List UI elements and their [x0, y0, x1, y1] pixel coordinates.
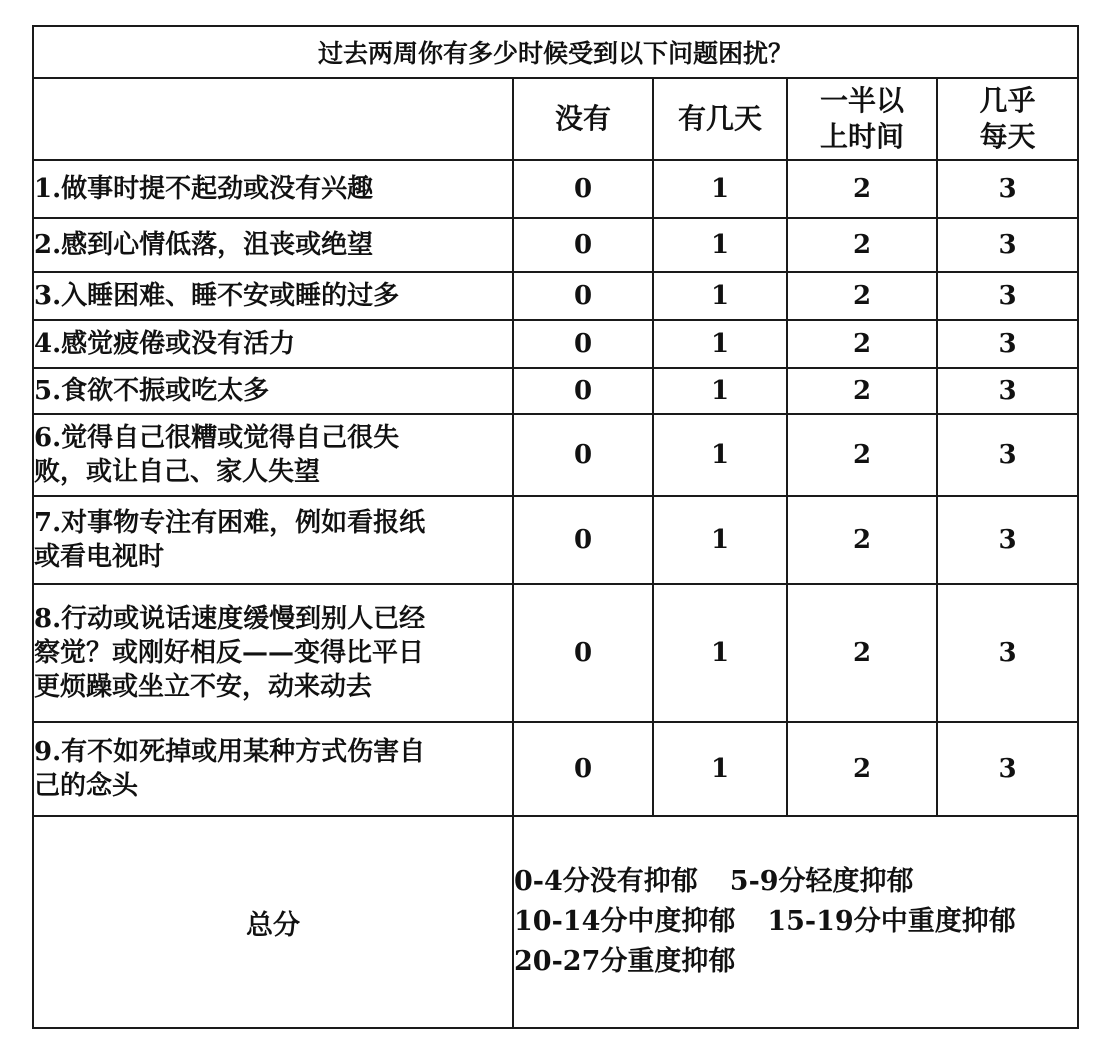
- question-cell: [33, 584, 513, 722]
- score-cell: 1: [653, 584, 787, 722]
- score-cell: 1: [653, 320, 787, 368]
- question-line: 3.入睡困难、睡不安或睡的过多: [34, 281, 400, 311]
- score-cell: 3: [937, 160, 1078, 218]
- table-row: [33, 722, 1078, 816]
- score-cell: 3: [937, 272, 1078, 320]
- score-cell: 2: [787, 722, 937, 816]
- score-cell: 3: [937, 414, 1078, 496]
- question-cell: [33, 320, 513, 368]
- header-nearly-every-day-line2: 每天: [979, 120, 1036, 153]
- score-cell: 1: [653, 722, 787, 816]
- table-row: [33, 368, 1078, 414]
- total-row: [33, 816, 1078, 1028]
- score-cell: 0: [513, 414, 653, 496]
- score-cell: 2: [787, 320, 937, 368]
- score-cell: 2: [787, 496, 937, 584]
- header-more-than-half-line2: 上时间: [819, 120, 904, 153]
- table-title: 过去两周你有多少时候受到以下问题困扰？: [33, 26, 1078, 78]
- legend-range: 5-9分轻度抑郁: [729, 866, 914, 897]
- question-line: 5.食欲不振或吃太多: [34, 376, 270, 406]
- table-row: [33, 414, 1078, 496]
- score-cell: 2: [787, 584, 937, 722]
- question-line: 7.对事物专注有困难，例如看报纸: [34, 508, 426, 538]
- legend-line: [514, 862, 1077, 902]
- score-cell: 0: [513, 496, 653, 584]
- question-cell: [33, 722, 513, 816]
- score-cell: 3: [937, 584, 1078, 722]
- score-legend: [513, 816, 1078, 1028]
- phq9-table: [32, 25, 1079, 1029]
- score-cell: 0: [513, 320, 653, 368]
- question-cell: [33, 414, 513, 496]
- score-cell: 1: [653, 414, 787, 496]
- question-line: 8.行动或说话速度缓慢到别人已经: [34, 604, 426, 634]
- legend-line: [514, 902, 1077, 942]
- header-empty-cell: [33, 78, 513, 160]
- score-cell: 0: [513, 272, 653, 320]
- header-nearly-every-day: [937, 78, 1078, 160]
- score-cell: 2: [787, 368, 937, 414]
- score-cell: 1: [653, 496, 787, 584]
- question-line: 察觉？或刚好相反——变得比平日: [34, 638, 425, 668]
- question-cell: [33, 368, 513, 414]
- table-row: [33, 496, 1078, 584]
- table-row: [33, 272, 1078, 320]
- score-cell: 2: [787, 272, 937, 320]
- question-cell: [33, 496, 513, 584]
- question-line: 己的念头: [34, 771, 139, 801]
- score-cell: 0: [513, 722, 653, 816]
- score-cell: 3: [937, 368, 1078, 414]
- score-cell: 2: [787, 218, 937, 272]
- score-cell: 1: [653, 218, 787, 272]
- header-more-than-half-line1: 一半以: [819, 84, 904, 117]
- score-cell: 0: [513, 218, 653, 272]
- score-cell: 2: [787, 414, 937, 496]
- table-row: [33, 320, 1078, 368]
- legend-range: 10-14分中度抑郁: [514, 906, 736, 937]
- question-line: 2.感到心情低落，沮丧或绝望: [34, 230, 374, 260]
- legend-range: 0-4分没有抑郁: [514, 866, 698, 897]
- legend-range: 15-19分中重度抑郁: [767, 906, 1016, 937]
- question-line: 6.觉得自己很糟或觉得自己很失: [34, 423, 400, 453]
- table-row: [33, 160, 1078, 218]
- question-line: 或看电视时: [34, 542, 165, 572]
- table-row: [33, 218, 1078, 272]
- legend-line: [514, 942, 1077, 982]
- question-line: 败，或让自己、家人失望: [34, 457, 321, 487]
- question-cell: [33, 272, 513, 320]
- header-never: 没有: [513, 78, 653, 160]
- header-nearly-every-day-line1: 几乎: [979, 84, 1036, 117]
- score-cell: 1: [653, 368, 787, 414]
- score-cell: 3: [937, 218, 1078, 272]
- table-row: [33, 584, 1078, 722]
- score-cell: 3: [937, 722, 1078, 816]
- score-cell: 0: [513, 584, 653, 722]
- score-cell: 0: [513, 368, 653, 414]
- header-more-than-half: [787, 78, 937, 160]
- question-cell: [33, 160, 513, 218]
- score-cell: 3: [937, 320, 1078, 368]
- question-line: 9.有不如死掉或用某种方式伤害自: [34, 737, 426, 767]
- score-cell: 3: [937, 496, 1078, 584]
- score-cell: 1: [653, 272, 787, 320]
- question-line: 4.感觉疲倦或没有活力: [34, 329, 296, 359]
- score-cell: 1: [653, 160, 787, 218]
- question-line: 1.做事时提不起劲或没有兴趣: [34, 174, 374, 204]
- question-cell: [33, 218, 513, 272]
- score-cell: 2: [787, 160, 937, 218]
- header-several-days: 有几天: [653, 78, 787, 160]
- score-cell: 0: [513, 160, 653, 218]
- legend-range: 20-27分重度抑郁: [514, 946, 736, 977]
- question-line: 更烦躁或坐立不安，动来动去: [34, 672, 373, 702]
- total-label: 总分: [33, 816, 513, 1028]
